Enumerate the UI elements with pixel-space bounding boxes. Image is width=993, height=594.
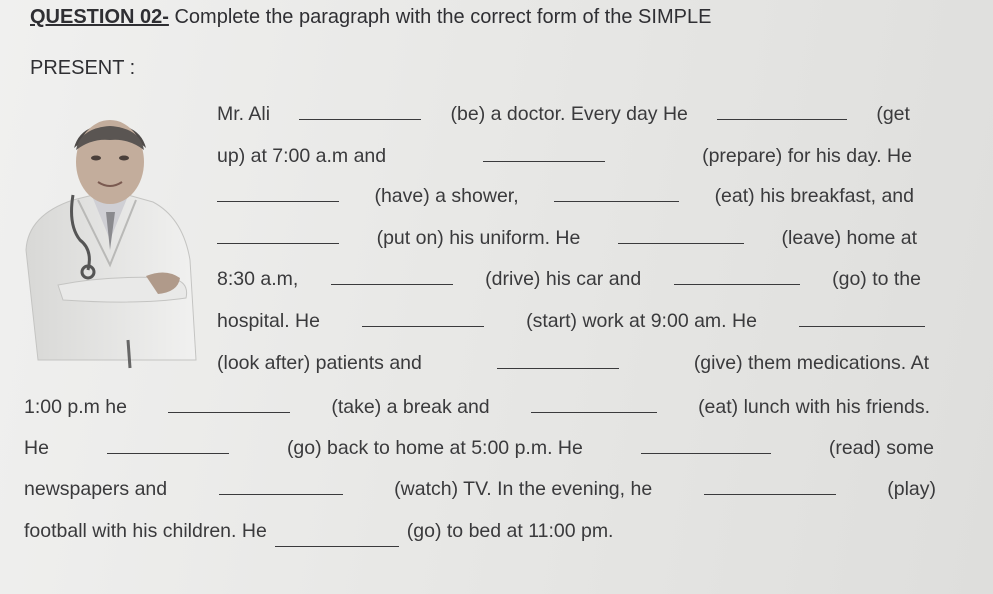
paragraph-line [24, 478, 936, 501]
line-text: (prepare) for his day. He [702, 145, 912, 167]
line-text: (put on) his uniform. He [376, 227, 581, 249]
line-text: newspapers and [24, 478, 168, 500]
answer-blank[interactable] [219, 480, 343, 495]
paragraph-line [217, 310, 925, 333]
paragraph-line [24, 396, 930, 419]
line-text: (leave) home at [781, 227, 917, 249]
line-text: hospital. He [217, 310, 320, 332]
line-text: Mr. Ali [217, 103, 271, 125]
answer-blank[interactable] [618, 229, 744, 244]
question-instruction-continued: PRESENT : [30, 57, 136, 79]
doctor-illustration [18, 100, 203, 372]
paragraph-line [217, 145, 912, 168]
paragraph-line [217, 227, 917, 250]
line-text: (be) a doctor. Every day He [450, 103, 688, 125]
line-text: (take) a break and [331, 396, 490, 418]
line-text: (read) some [828, 437, 934, 459]
line-text: (drive) his car and [485, 268, 642, 290]
line-text: 1:00 p.m he [24, 396, 127, 418]
question-instruction: Complete the paragraph with the correct form of the SIMPLE [168, 6, 712, 28]
line-text: (go) back to home at 5:00 p.m. He [286, 437, 583, 459]
answer-blank[interactable] [217, 187, 339, 202]
line-text: 8:30 a.m, [217, 268, 299, 290]
answer-blank[interactable] [275, 532, 399, 547]
line-text: (go) to bed at 11:00 pm. [406, 520, 614, 542]
paragraph-line [217, 103, 910, 126]
answer-blank[interactable] [717, 105, 847, 120]
answer-blank[interactable] [299, 105, 421, 120]
answer-blank[interactable] [331, 270, 453, 285]
line-text: (start) work at 9:00 am. He [526, 310, 757, 332]
question-number: QUESTION 02- [30, 6, 169, 28]
answer-blank[interactable] [554, 187, 679, 202]
line-text: (go) to the [832, 268, 921, 290]
answer-blank[interactable] [483, 147, 605, 162]
answer-blank[interactable] [641, 439, 771, 454]
answer-blank[interactable] [799, 312, 925, 327]
line-text: (eat) his breakfast, and [714, 185, 914, 207]
paragraph-line [24, 437, 934, 460]
line-text: (play) [887, 478, 936, 500]
question-heading [30, 6, 711, 29]
answer-blank[interactable] [704, 480, 836, 495]
line-text: (get [876, 103, 910, 125]
answer-blank[interactable] [362, 312, 484, 327]
paragraph-line [217, 185, 914, 208]
answer-blank[interactable] [497, 354, 619, 369]
paragraph-line [217, 268, 921, 291]
answer-blank[interactable] [674, 270, 800, 285]
paragraph-line [24, 520, 621, 543]
line-text: (eat) lunch with his friends. [698, 396, 930, 418]
answer-blank[interactable] [168, 398, 290, 413]
line-text: up) at 7:00 a.m and [217, 145, 387, 167]
line-text: football with his children. He [24, 520, 267, 542]
answer-blank[interactable] [107, 439, 229, 454]
paragraph-line [217, 352, 929, 375]
line-text: (look after) patients and [217, 352, 422, 374]
line-text: (give) them medications. At [693, 352, 929, 374]
line-text: (watch) TV. In the evening, he [394, 478, 653, 500]
answer-blank[interactable] [531, 398, 657, 413]
line-text: (have) a shower, [374, 185, 519, 207]
answer-blank[interactable] [217, 229, 339, 244]
line-text: He [24, 437, 49, 459]
